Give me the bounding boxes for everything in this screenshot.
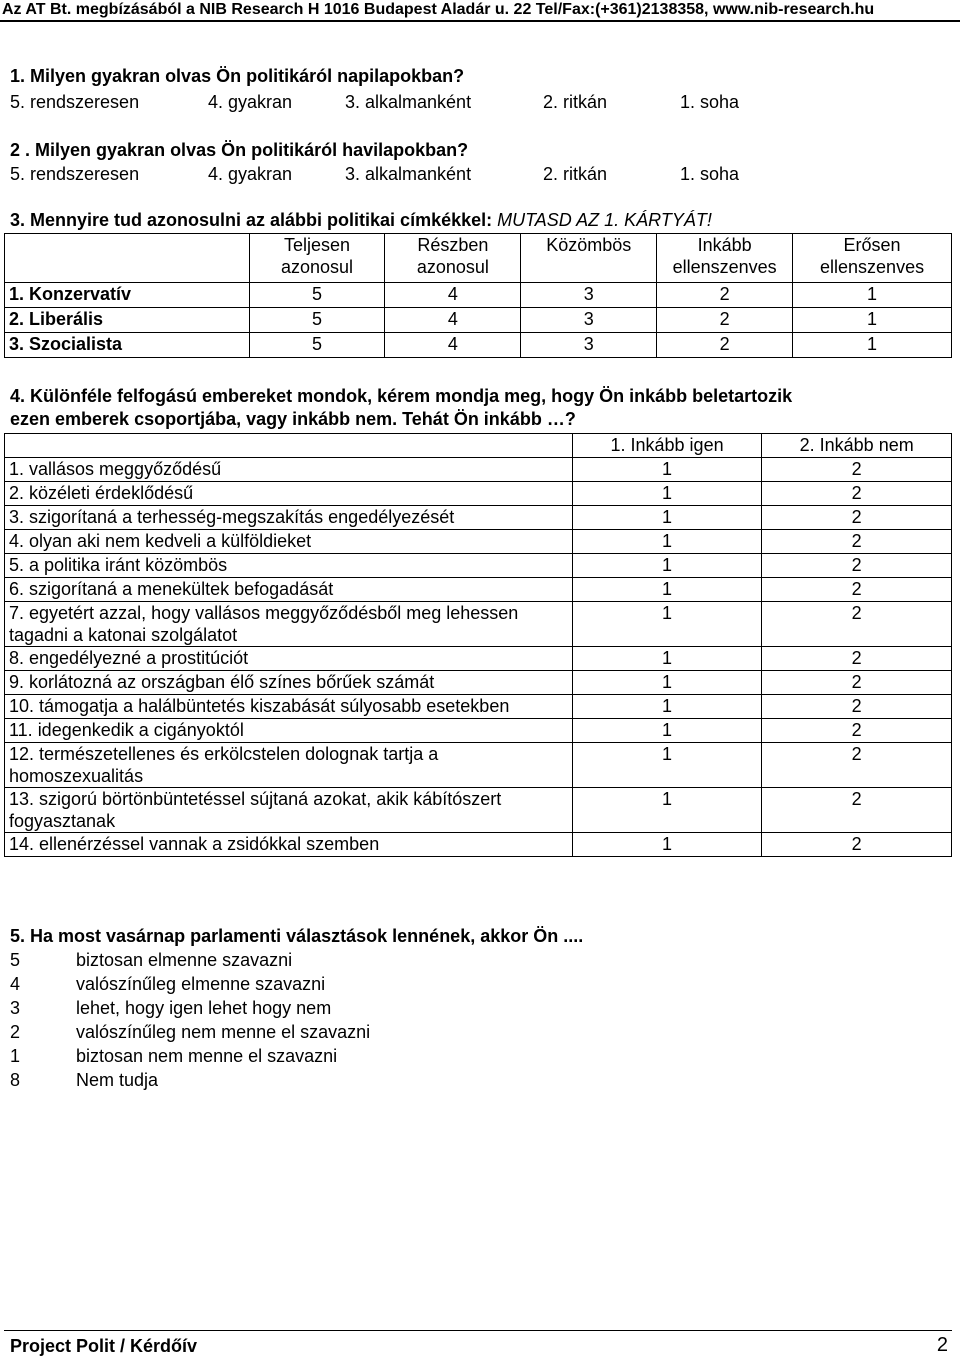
q3-title bbox=[10, 210, 712, 231]
q5-option bbox=[10, 950, 710, 974]
q3-cell: 3 bbox=[521, 283, 657, 308]
q4-no-cell: 2 bbox=[762, 647, 952, 671]
q2-option: 1. soha bbox=[680, 164, 740, 184]
q3-cell: 4 bbox=[385, 308, 521, 333]
q4-no-cell: 2 bbox=[762, 695, 952, 719]
table-row bbox=[5, 743, 952, 788]
q3-cell: 2 bbox=[657, 283, 793, 308]
q4-yes-cell: 1 bbox=[572, 554, 762, 578]
q4-yes-cell: 1 bbox=[572, 530, 762, 554]
q4-row-label: 6. szigorítaná a menekültek befogadását bbox=[5, 578, 573, 602]
table-row bbox=[5, 458, 952, 482]
q3-cell: 2 bbox=[657, 308, 793, 333]
q4-yes-cell: 1 bbox=[572, 506, 762, 530]
q3-cell: 1 bbox=[793, 283, 952, 308]
q3-table bbox=[4, 233, 952, 358]
q3-row-label: 3. Szocialista bbox=[5, 333, 250, 358]
q5-option-text: valószínűleg nem menne el szavazni bbox=[76, 1022, 371, 1042]
q4-title-line-1: 4. Különféle felfogású embereket mondok, kérem mondja meg, hogy Ön inkább beletartozik bbox=[10, 386, 793, 406]
q4-row-label: 14. ellenérzéssel vannak a zsidókkal szemben bbox=[5, 833, 573, 857]
q3-title-text: 3. Mennyire tud azonosulni az alábbi politikai címkékkel: bbox=[10, 210, 493, 230]
q1-option: 5. rendszeresen bbox=[10, 92, 140, 112]
table-row bbox=[5, 308, 952, 333]
q4-no-cell: 2 bbox=[762, 578, 952, 602]
page-header: Az AT Bt. megbízásából a NIB Research H 1016 Budapest Aladár u. 22 Tel/Fax:(+361)2138358, www.nib-research.hu bbox=[0, 0, 960, 22]
q3-cell: 5 bbox=[249, 283, 385, 308]
q4-yes-cell: 1 bbox=[572, 602, 762, 647]
q4-no-cell: 2 bbox=[762, 554, 952, 578]
q4-yes-cell: 1 bbox=[572, 671, 762, 695]
q3-column-header: Teljesen azonosul bbox=[249, 234, 385, 283]
q3-instruction: MUTASD AZ 1. KÁRTYÁT! bbox=[497, 210, 712, 230]
q3-column-header: Közömbös bbox=[521, 234, 657, 283]
q5-option-text: Nem tudja bbox=[76, 1070, 159, 1090]
q3-cell: 3 bbox=[521, 308, 657, 333]
q4-yes-cell: 1 bbox=[572, 458, 762, 482]
table-row bbox=[5, 283, 952, 308]
q3-cell: 4 bbox=[385, 283, 521, 308]
table-row bbox=[5, 647, 952, 671]
table-row bbox=[5, 578, 952, 602]
q1-option: 4. gyakran bbox=[208, 92, 293, 112]
q4-no-cell: 2 bbox=[762, 788, 952, 833]
q2-option: 3. alkalmanként bbox=[345, 164, 472, 184]
q3-cell: 4 bbox=[385, 333, 521, 358]
table-row bbox=[5, 333, 952, 358]
q5-option bbox=[10, 1022, 710, 1046]
q3-cell: 2 bbox=[657, 333, 793, 358]
q4-row-label: 2. közéleti érdeklődésű bbox=[5, 482, 573, 506]
q3-cell: 5 bbox=[249, 333, 385, 358]
q5-option bbox=[10, 1046, 710, 1070]
q2-option: 5. rendszeresen bbox=[10, 164, 140, 184]
q5-option-text: biztosan elmenne szavazni bbox=[76, 950, 293, 970]
q4-column-header: 2. Inkább nem bbox=[762, 434, 952, 458]
q2-option: 4. gyakran bbox=[208, 164, 293, 184]
q4-header-row bbox=[5, 434, 952, 458]
table-row bbox=[5, 482, 952, 506]
q2-option: 2. ritkán bbox=[543, 164, 608, 184]
q4-no-cell: 2 bbox=[762, 602, 952, 647]
q2-options bbox=[10, 164, 770, 186]
footer-title: Project Polit / Kérdőív bbox=[10, 1336, 198, 1356]
q4-column-header: 1. Inkább igen bbox=[572, 434, 762, 458]
q4-no-cell: 2 bbox=[762, 530, 952, 554]
q5-option-code: 8 bbox=[10, 1070, 21, 1090]
q4-row-label: 10. támogatja a halálbüntetés kiszabását súlyosabb esetekben bbox=[5, 695, 573, 719]
q5-option-text: valószínűleg elmenne szavazni bbox=[76, 974, 326, 994]
q4-row-label: 4. olyan aki nem kedveli a külföldieket bbox=[5, 530, 573, 554]
q4-no-cell: 2 bbox=[762, 482, 952, 506]
table-row bbox=[5, 554, 952, 578]
q4-yes-cell: 1 bbox=[572, 833, 762, 857]
q4-no-cell: 2 bbox=[762, 833, 952, 857]
page-number: 2 bbox=[936, 1334, 948, 1356]
q4-yes-cell: 1 bbox=[572, 788, 762, 833]
q4-row-label: 11. idegenkedik a cigányoktól bbox=[5, 719, 573, 743]
q4-table bbox=[4, 433, 952, 857]
q1-option: 1. soha bbox=[680, 92, 740, 112]
q3-cell: 3 bbox=[521, 333, 657, 358]
q4-row-label: 8. engedélyezné a prostitúciót bbox=[5, 647, 573, 671]
q4-row-label: 5. a politika iránt közömbös bbox=[5, 554, 573, 578]
q4-yes-cell: 1 bbox=[572, 719, 762, 743]
q5-option-code: 4 bbox=[10, 974, 21, 994]
table-row bbox=[5, 530, 952, 554]
q4-row-label: 9. korlátozná az országban élő színes bőrűek számát bbox=[5, 671, 573, 695]
page-footer bbox=[4, 1330, 952, 1358]
q4-row-label: 13. szigorú börtönbüntetéssel sújtaná azokat, akik kábítószert fogyasztanak bbox=[5, 788, 573, 833]
table-row bbox=[5, 506, 952, 530]
q4-row-label: 12. természetellenes és erkölcstelen dolognak tartja a homoszexualitás bbox=[5, 743, 573, 788]
q4-yes-cell: 1 bbox=[572, 743, 762, 788]
q4-yes-cell: 1 bbox=[572, 578, 762, 602]
q3-cell: 1 bbox=[793, 308, 952, 333]
q5-option-text: biztosan nem menne el szavazni bbox=[76, 1046, 338, 1066]
q4-row-label: 1. vallásos meggyőződésű bbox=[5, 458, 573, 482]
q1-option: 3. alkalmanként bbox=[345, 92, 472, 112]
table-row bbox=[5, 788, 952, 833]
q4-title-line-2: ezen emberek csoportjába, vagy inkább nem. Tehát Ön inkább …? bbox=[10, 409, 576, 429]
q5-option bbox=[10, 998, 710, 1022]
q3-column-header: Inkább ellenszenves bbox=[657, 234, 793, 283]
q4-yes-cell: 1 bbox=[572, 695, 762, 719]
q3-header-row bbox=[5, 234, 952, 283]
q5-option bbox=[10, 974, 710, 998]
q3-cell: 5 bbox=[249, 308, 385, 333]
q3-column-header: Részben azonosul bbox=[385, 234, 521, 283]
q4-header-empty bbox=[5, 434, 573, 458]
q5-option-text: lehet, hogy igen lehet hogy nem bbox=[76, 998, 332, 1018]
q3-header-empty bbox=[5, 234, 250, 283]
q4-no-cell: 2 bbox=[762, 506, 952, 530]
q5-option-code: 5 bbox=[10, 950, 21, 970]
q1-title: 1. Milyen gyakran olvas Ön politikáról napilapokban? bbox=[10, 66, 465, 86]
q4-no-cell: 2 bbox=[762, 671, 952, 695]
table-row bbox=[5, 602, 952, 647]
q1-options bbox=[10, 92, 770, 114]
q5-option-code: 2 bbox=[10, 1022, 21, 1042]
q4-no-cell: 2 bbox=[762, 743, 952, 788]
q1-option: 2. ritkán bbox=[543, 92, 608, 112]
q5-title: 5. Ha most vasárnap parlamenti választások lennének, akkor Ön .... bbox=[10, 926, 584, 946]
q4-no-cell: 2 bbox=[762, 719, 952, 743]
q4-row-label: 3. szigorítaná a terhesség-megszakítás engedélyezését bbox=[5, 506, 573, 530]
q3-row-label: 1. Konzervatív bbox=[5, 283, 250, 308]
q2-title: 2 . Milyen gyakran olvas Ön politikáról havilapokban? bbox=[10, 140, 469, 160]
q4-yes-cell: 1 bbox=[572, 647, 762, 671]
q5-option-code: 3 bbox=[10, 998, 21, 1018]
table-row bbox=[5, 695, 952, 719]
q3-cell: 1 bbox=[793, 333, 952, 358]
table-row bbox=[5, 671, 952, 695]
q4-no-cell: 2 bbox=[762, 458, 952, 482]
table-row bbox=[5, 833, 952, 857]
q5-option bbox=[10, 1070, 710, 1094]
q4-row-label: 7. egyetért azzal, hogy vallásos meggyőződésből meg lehessen tagadni a katonai szolgálatot bbox=[5, 602, 573, 647]
q5-option-code: 1 bbox=[10, 1046, 21, 1066]
q3-row-label: 2. Liberális bbox=[5, 308, 250, 333]
table-row bbox=[5, 719, 952, 743]
q4-yes-cell: 1 bbox=[572, 482, 762, 506]
q3-column-header: Erősen ellenszenves bbox=[793, 234, 952, 283]
